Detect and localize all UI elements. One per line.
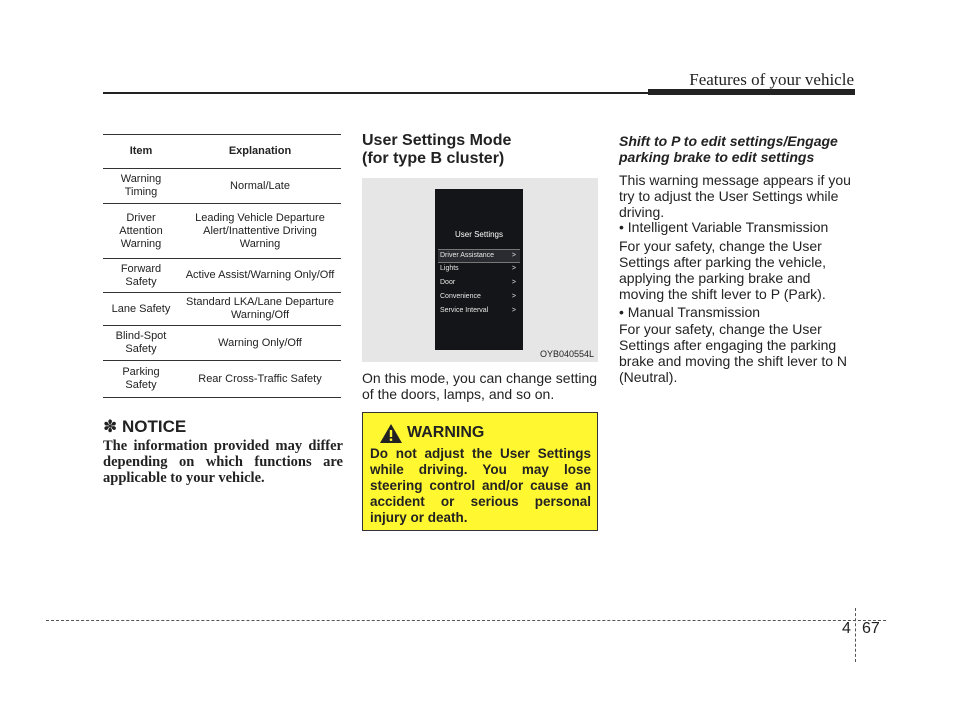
- settings-table: [103, 134, 341, 398]
- menu-item-label: Driver Assistance: [440, 252, 495, 259]
- row-item-line: Warning: [120, 237, 162, 250]
- menu-item-convenience: [438, 291, 520, 303]
- chevron-right-icon: >: [511, 293, 516, 300]
- section-description: On this mode, you can change setting of the doors, lamps, and so on.: [362, 370, 598, 402]
- chevron-right-icon: >: [511, 265, 516, 272]
- row-item: [103, 326, 179, 361]
- column-header-item: Item: [103, 135, 179, 169]
- row-item: [103, 361, 179, 398]
- row-item-line: Safety: [125, 343, 157, 355]
- menu-item-lights: [438, 263, 520, 275]
- menu-item-label: Convenience: [440, 293, 481, 300]
- table-row: [103, 361, 341, 398]
- page-header-title: Features of your vehicle: [689, 70, 854, 89]
- warning-triangle-icon: [379, 423, 403, 444]
- row-item-line: Safety: [125, 275, 157, 288]
- row-item-line: Timing: [124, 186, 158, 198]
- right-paragraph-2: For your safety, change the User Settings after parking the vehicle, applying the parking brake and moving the shift lever to P (Park).: [619, 238, 827, 302]
- table-header-row: [103, 135, 341, 169]
- row-item-line: Lane Safety: [111, 302, 171, 315]
- menu-item-service-interval: [438, 305, 520, 317]
- bullet-intelligent-variable-transmission: • Intelligent Variable Transmission: [619, 219, 829, 235]
- warning-title: WARNING: [407, 424, 485, 441]
- row-explanation: Rear Cross-Traffic Safety: [179, 361, 341, 398]
- menu-item-label: Door: [440, 279, 456, 286]
- right-paragraph-1: This warning message appears if you try to adjust the User Settings while driving.: [619, 172, 851, 220]
- row-item-line: Attention: [119, 224, 163, 237]
- menu-item-door: [438, 277, 520, 289]
- section-title-line2: (for type B cluster): [362, 150, 505, 167]
- row-item-line: Blind-Spot: [115, 330, 167, 342]
- right-paragraph-3: For your safety, change the User Settings after engaging the parking brake and moving the shift lever to N (Neutral).: [619, 321, 848, 385]
- table-row: [103, 259, 341, 293]
- cluster-screen: [435, 189, 523, 350]
- row-explanation: Normal/Late: [179, 169, 341, 204]
- table-row: [103, 293, 341, 326]
- menu-item-label: Lights: [440, 265, 459, 272]
- row-item-line: Warning: [120, 173, 162, 185]
- figure-code: OYB040554L: [539, 349, 594, 359]
- warning-box: [362, 412, 598, 531]
- chevron-right-icon: >: [511, 252, 516, 259]
- row-item-line: Parking Safety: [122, 366, 160, 391]
- chevron-right-icon: >: [511, 307, 516, 314]
- row-item: [103, 293, 179, 326]
- header-rule: [103, 92, 853, 94]
- page-number-separator: [855, 608, 856, 662]
- cluster-figure: [362, 178, 598, 362]
- footer-rule: [46, 620, 886, 621]
- screen-title: User Settings: [454, 230, 504, 239]
- menu-item-label: Service Interval: [440, 307, 489, 314]
- row-item-line: Driver: [126, 211, 156, 224]
- notice-title: ✽ NOTICE: [103, 417, 187, 436]
- table-row: [103, 204, 341, 259]
- column-header-explanation: Explanation: [179, 135, 341, 169]
- warning-text: Do not adjust the User Settings while driving. You may lose steering control and/or cause an accident or serious personal injury or death.: [370, 446, 591, 525]
- section-title-line1: User Settings Mode: [362, 132, 512, 149]
- bullet-manual-transmission: • Manual Transmission: [619, 304, 761, 320]
- row-explanation: Leading Vehicle Departure Alert/Inattentive Driving Warning: [179, 204, 341, 259]
- row-explanation: Warning Only/Off: [179, 326, 341, 361]
- page-number: 67: [862, 620, 880, 637]
- page-section-number: 4: [842, 620, 851, 637]
- table-row: [103, 326, 341, 361]
- table-row: [103, 169, 341, 204]
- menu-item-driver-assistance: [438, 249, 520, 263]
- row-explanation: Active Assist/Warning Only/Off: [179, 259, 341, 293]
- chevron-right-icon: >: [511, 279, 516, 286]
- row-item: [103, 204, 179, 259]
- row-item: [103, 169, 179, 204]
- row-item-line: Forward: [120, 262, 162, 275]
- right-heading: Shift to P to edit settings/Engage parking brake to edit settings: [619, 133, 838, 165]
- section-title: [362, 132, 511, 168]
- notice-text: The information provided may differ depending on which functions are applicable to your vehicle.: [103, 438, 343, 486]
- row-explanation: Standard LKA/Lane Departure Warning/Off: [179, 293, 341, 326]
- row-item: [103, 259, 179, 293]
